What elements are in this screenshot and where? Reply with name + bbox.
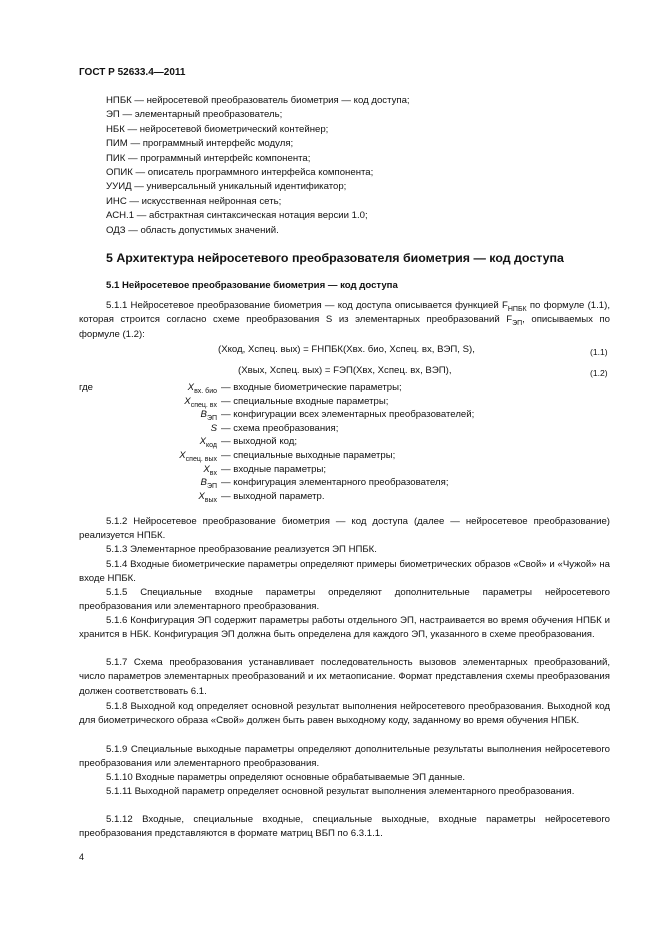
paragraph: 5.1.12 Входные, специальные входные, специальные выходные, входные параметры нейросетевого преобразования представляются в формате матриц ВБП по 6.3.1.1.: [79, 814, 610, 840]
formula-1-1: (Xкод, Xспец. вых) = FНПБК(Xвх. био, Xспец. вх, BЭП, S),: [218, 344, 475, 355]
paragraph: 5.1.6 Конфигурация ЭП содержит параметры работы отдельного ЭП, настраивается во время обучения НПБК и хранится в НБК. Конфигурация ЭП должна быть определена для каждого ЭП, указанного в схеме преобразования.: [79, 615, 610, 641]
list-item: АСН.1 — абстрактная синтаксическая нотация версии 1.0;: [106, 210, 368, 222]
paragraph: 5.1.8 Выходной код определяет основной результат выполнения нейросетевого преобразования. Выходной код для биометрического образа «Свой» должен быть равен выходному коду, заданному во время обучения НПБК.: [79, 701, 610, 727]
where-row: где $X_{вх. био}$ — входные биометрические параметры;: [79, 382, 402, 395]
where-row: $B_{ЭП}$ — конфигурация элементарного преобразователя;: [200, 477, 449, 491]
list-item: ОПИК — описатель программного интерфейса компонента;: [106, 166, 374, 178]
where-row: $X_{вых}$ — выходной параметр.: [198, 490, 325, 504]
paragraph: 5.1.4 Входные биометрические параметры определяют примеры биометрических образов «Свой» и «Чужой» на входе НПБК.: [79, 559, 610, 585]
formula-1-1-number: (1.1): [590, 347, 608, 357]
section-title: 5 Архитектура нейросетевого преобразователя биометрия — код доступа: [106, 251, 564, 265]
formula-1-2: (Xвых, Xспец. вых) = FЭП(Xвх, Xспец. вх, BЭП),: [238, 365, 452, 376]
page-number: 4: [79, 852, 85, 862]
where-row: $B_{ЭП}$ — конфигурации всех элементарных преобразователей;: [200, 409, 475, 423]
abbreviation-list: [106, 94, 606, 238]
paragraph: 5.1.9 Специальные выходные параметры определяют дополнительные результаты выполнения нейросетевого преобразования или элементарного преобразования.: [79, 744, 610, 770]
paragraph: 5.1.11 Выходной параметр определяет основной результат выполнения элементарного преобразования.: [106, 786, 575, 797]
list-item: НБК — нейросетевой биометрический контейнер;: [106, 123, 329, 135]
list-item: ПИК — программный интерфейс компонента;: [106, 152, 311, 164]
paragraph: 5.1.5 Специальные входные параметры определяют дополнительные параметры нейросетевого преобразования или элементарного преобразования.: [79, 587, 610, 613]
paragraph: 5.1.3 Элементарное преобразование реализуется ЭП НПБК.: [106, 544, 377, 555]
where-list: [79, 381, 599, 503]
where-row: $X_{код}$ — выходной код;: [199, 436, 298, 450]
subsection-title: 5.1 Нейросетевое преобразование биометрия — код доступа: [106, 280, 398, 291]
paragraph-5-1-1: 5.1.1 Нейросетевое преобразование биометрия — код доступа описывается функцией $F_{НПБК}$ по формуле (1.1), которая строится согласно схеме преобразования S из элементарных преобразований $F_{ЭП}$, описываемых по формуле (1.2):: [79, 300, 610, 340]
where-row: $X_{спец. вых}$ — специальные выходные параметры;: [179, 449, 396, 463]
where-word: где: [79, 382, 94, 393]
paragraph: 5.1.7 Схема преобразования устанавливает последовательность вызовов элементарных преобразований, число параметров элементарных преобразований и их метаописание. Формат представления схемы преобразования должен соответствовать 6.1.: [79, 657, 610, 697]
where-row: $X_{спец. вх}$ — специальные входные параметры;: [184, 395, 389, 409]
paragraph: 5.1.2 Нейросетевое преобразование биометрия — код доступа (далее — нейросетевое преобразование) реализуется НПБК.: [79, 516, 610, 542]
list-item: ЭП — элементарный преобразователь;: [106, 109, 283, 121]
list-item: УУИД — универсальный уникальный идентификатор;: [106, 181, 347, 193]
formula-1-2-number: (1.2): [590, 368, 608, 378]
list-item: ОДЗ — область допустимых значений.: [106, 224, 279, 236]
paragraph: 5.1.10 Входные параметры определяют основные обрабатываемые ЭП данные.: [106, 772, 466, 783]
list-item: НПБК — нейросетевой преобразователь биометрия — код доступа;: [106, 95, 410, 106]
where-row: $X_{вх}$ — входные параметры;: [203, 463, 327, 477]
list-item: ИНС — искусственная нейронная сеть;: [106, 195, 282, 207]
list-item: ПИМ — программный интерфейс модуля;: [106, 138, 294, 150]
document-header: ГОСТ Р 52633.4—2011: [79, 67, 186, 78]
where-row: S — схема преобразования;: [210, 422, 339, 434]
